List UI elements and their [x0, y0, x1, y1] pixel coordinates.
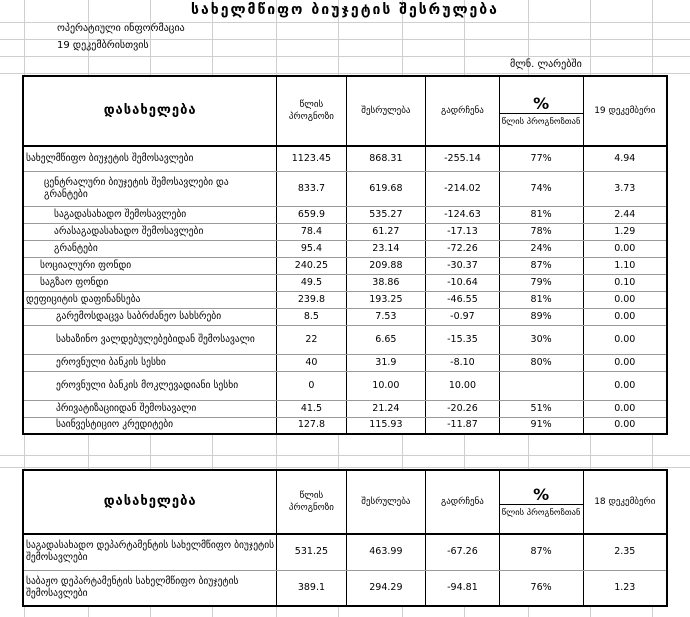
cell-exec: 868.31	[346, 146, 426, 171]
header-execution: შესრულება	[346, 470, 426, 534]
cell-exec: 61.27	[346, 223, 426, 240]
header-date: 19 დეკემბერი	[583, 76, 667, 146]
cell-name: გრანტები	[23, 240, 277, 257]
date-note: 19 დეკემბრისთვის	[57, 40, 149, 51]
text-label: %	[500, 486, 583, 505]
cell-diff: 10.00	[426, 371, 499, 400]
cell-plan: 0	[277, 371, 346, 400]
cell-day: 2.44	[583, 206, 667, 223]
cell-exec: 209.88	[346, 257, 426, 274]
cell-exec: 535.27	[346, 206, 426, 223]
table-row	[23, 570, 667, 606]
cell-name: გარემოსდაცვა საბრძანეო სახსრები	[23, 308, 277, 325]
table-row	[23, 354, 667, 371]
table-header	[23, 470, 667, 534]
cell-exec: 38.86	[346, 274, 426, 291]
cell-diff: -46.55	[426, 291, 499, 308]
cell-name: დეფიციტის დაფინანსება	[23, 291, 277, 308]
cell-day: 0.00	[583, 325, 667, 354]
header-difference: გადრჩენა	[426, 470, 499, 534]
cell-name: საგადასახადო დეპარტამენტის სახელმწიფო ბიუჯეტის შემოსავლები	[23, 534, 277, 570]
cell-pct: 87%	[499, 534, 583, 570]
cell-pct: 87%	[499, 257, 583, 274]
table-row	[23, 206, 667, 223]
cell-diff: -214.02	[426, 171, 499, 206]
table-row	[23, 240, 667, 257]
cell-name: ცენტრალური ბიუჯეტის შემოსავლები და გრანტები	[23, 171, 277, 206]
cell-day: 0.00	[583, 354, 667, 371]
cell-diff: -124.63	[426, 206, 499, 223]
cell-diff: -30.37	[426, 257, 499, 274]
cell-name: პრივატიზაციიდან შემოსავალი	[23, 400, 277, 417]
table-row	[23, 417, 667, 434]
cell-plan: 1123.45	[277, 146, 346, 171]
header-execution: შესრულება	[346, 76, 426, 146]
cell-day: 0.00	[583, 417, 667, 434]
cell-diff: -17.13	[426, 223, 499, 240]
cell-name: საგზაო ფონდი	[23, 274, 277, 291]
cell-pct: 79%	[499, 274, 583, 291]
cell-plan: 41.5	[277, 400, 346, 417]
cell-exec: 7.53	[346, 308, 426, 325]
cell-pct: 24%	[499, 240, 583, 257]
text-label: დასახელება	[103, 493, 197, 509]
cell-day: 0.00	[583, 291, 667, 308]
cell-day: 0.00	[583, 240, 667, 257]
cell-plan: 127.8	[277, 417, 346, 434]
cell-pct	[499, 371, 583, 400]
header-date: 18 დეკემბერი	[583, 470, 667, 534]
cell-day: 1.23	[583, 570, 667, 606]
cell-pct: 91%	[499, 417, 583, 434]
cell-name: სოციალური ფონდი	[23, 257, 277, 274]
cell-pct: 81%	[499, 291, 583, 308]
table-row	[23, 400, 667, 417]
cell-plan: 239.8	[277, 291, 346, 308]
cell-day: 0.10	[583, 274, 667, 291]
table-row	[23, 308, 667, 325]
cell-day: 2.35	[583, 534, 667, 570]
units-label: მლნ. ლარებში	[510, 59, 582, 70]
header-plan: წლის პროგნოზი	[277, 470, 346, 534]
cell-plan: 78.4	[277, 223, 346, 240]
header-difference: გადრჩენა	[426, 76, 499, 146]
cell-pct: 78%	[499, 223, 583, 240]
cell-pct: 89%	[499, 308, 583, 325]
page-title: სახელმწიფო ბიუჯეტის შესრულება	[191, 2, 499, 18]
cell-day: 4.94	[583, 146, 667, 171]
cell-pct: 77%	[499, 146, 583, 171]
header-name	[23, 470, 277, 534]
cell-name: საინვესტიციო კრედიტები	[23, 417, 277, 434]
cell-day: 1.10	[583, 257, 667, 274]
cell-exec: 6.65	[346, 325, 426, 354]
cell-name: ეროვნული ბანკის სესხი	[23, 354, 277, 371]
cell-pct: 30%	[499, 325, 583, 354]
cell-pct: 51%	[499, 400, 583, 417]
budget-table-1	[22, 75, 668, 435]
cell-exec: 619.68	[346, 171, 426, 206]
cell-pct: 80%	[499, 354, 583, 371]
text-label: დასახელება	[103, 102, 197, 118]
cell-day: 3.73	[583, 171, 667, 206]
cell-plan: 240.25	[277, 257, 346, 274]
cell-diff: -255.14	[426, 146, 499, 171]
header-percent	[499, 76, 583, 146]
header-percent	[499, 470, 583, 534]
table-row	[23, 325, 667, 354]
cell-exec: 463.99	[346, 534, 426, 570]
cell-day: 0.00	[583, 371, 667, 400]
cell-name: არასაგადასახადო შემოსავლები	[23, 223, 277, 240]
table-row	[23, 146, 667, 171]
cell-plan: 833.7	[277, 171, 346, 206]
subtitle: ოპერატიული ინფორმაცია	[57, 23, 185, 34]
table-row	[23, 274, 667, 291]
text-label: %	[500, 95, 583, 114]
cell-pct: 81%	[499, 206, 583, 223]
text-label: წლის პროგნოზთან	[501, 507, 581, 518]
header-name	[23, 76, 277, 146]
cell-diff: -11.87	[426, 417, 499, 434]
cell-pct: 74%	[499, 171, 583, 206]
cell-day: 0.00	[583, 308, 667, 325]
cell-diff: -20.26	[426, 400, 499, 417]
table-row	[23, 371, 667, 400]
cell-day: 1.29	[583, 223, 667, 240]
header-plan: წლის პროგნოზი	[277, 76, 346, 146]
cell-exec: 115.93	[346, 417, 426, 434]
cell-plan: 95.4	[277, 240, 346, 257]
cell-plan: 659.9	[277, 206, 346, 223]
table-row	[23, 534, 667, 570]
cell-pct: 76%	[499, 570, 583, 606]
cell-exec: 31.9	[346, 354, 426, 371]
cell-exec: 294.29	[346, 570, 426, 606]
cell-name: ეროვნული ბანკის მოკლევადიანი სესხი	[23, 371, 277, 400]
cell-diff: -10.64	[426, 274, 499, 291]
cell-name: სახაზინო ვალდებულებებიდან შემოსავალი	[23, 325, 277, 354]
table-row	[23, 257, 667, 274]
table-row	[23, 171, 667, 206]
table-row	[23, 223, 667, 240]
cell-plan: 40	[277, 354, 346, 371]
cell-plan: 389.1	[277, 570, 346, 606]
table-header	[23, 76, 667, 146]
cell-plan: 8.5	[277, 308, 346, 325]
cell-diff: -94.81	[426, 570, 499, 606]
cell-name: საბაჟო დეპარტამენტის სახელმწიფო ბიუჯეტის შემოსავლები	[23, 570, 277, 606]
cell-diff: -15.35	[426, 325, 499, 354]
cell-plan: 531.25	[277, 534, 346, 570]
cell-diff: -0.97	[426, 308, 499, 325]
cell-diff: -72.26	[426, 240, 499, 257]
budget-table-2	[22, 469, 668, 607]
cell-diff: -8.10	[426, 354, 499, 371]
cell-exec: 10.00	[346, 371, 426, 400]
cell-plan: 22	[277, 325, 346, 354]
cell-plan: 49.5	[277, 274, 346, 291]
cell-diff: -67.26	[426, 534, 499, 570]
cell-name: საგადასახადო შემოსავლები	[23, 206, 277, 223]
cell-exec: 21.24	[346, 400, 426, 417]
table-row	[23, 291, 667, 308]
cell-name: სახელმწიფო ბიუჯეტის შემოსავლები	[23, 146, 277, 171]
cell-exec: 23.14	[346, 240, 426, 257]
cell-day: 0.00	[583, 400, 667, 417]
text-label: წლის პროგნოზთან	[501, 116, 581, 127]
cell-exec: 193.25	[346, 291, 426, 308]
